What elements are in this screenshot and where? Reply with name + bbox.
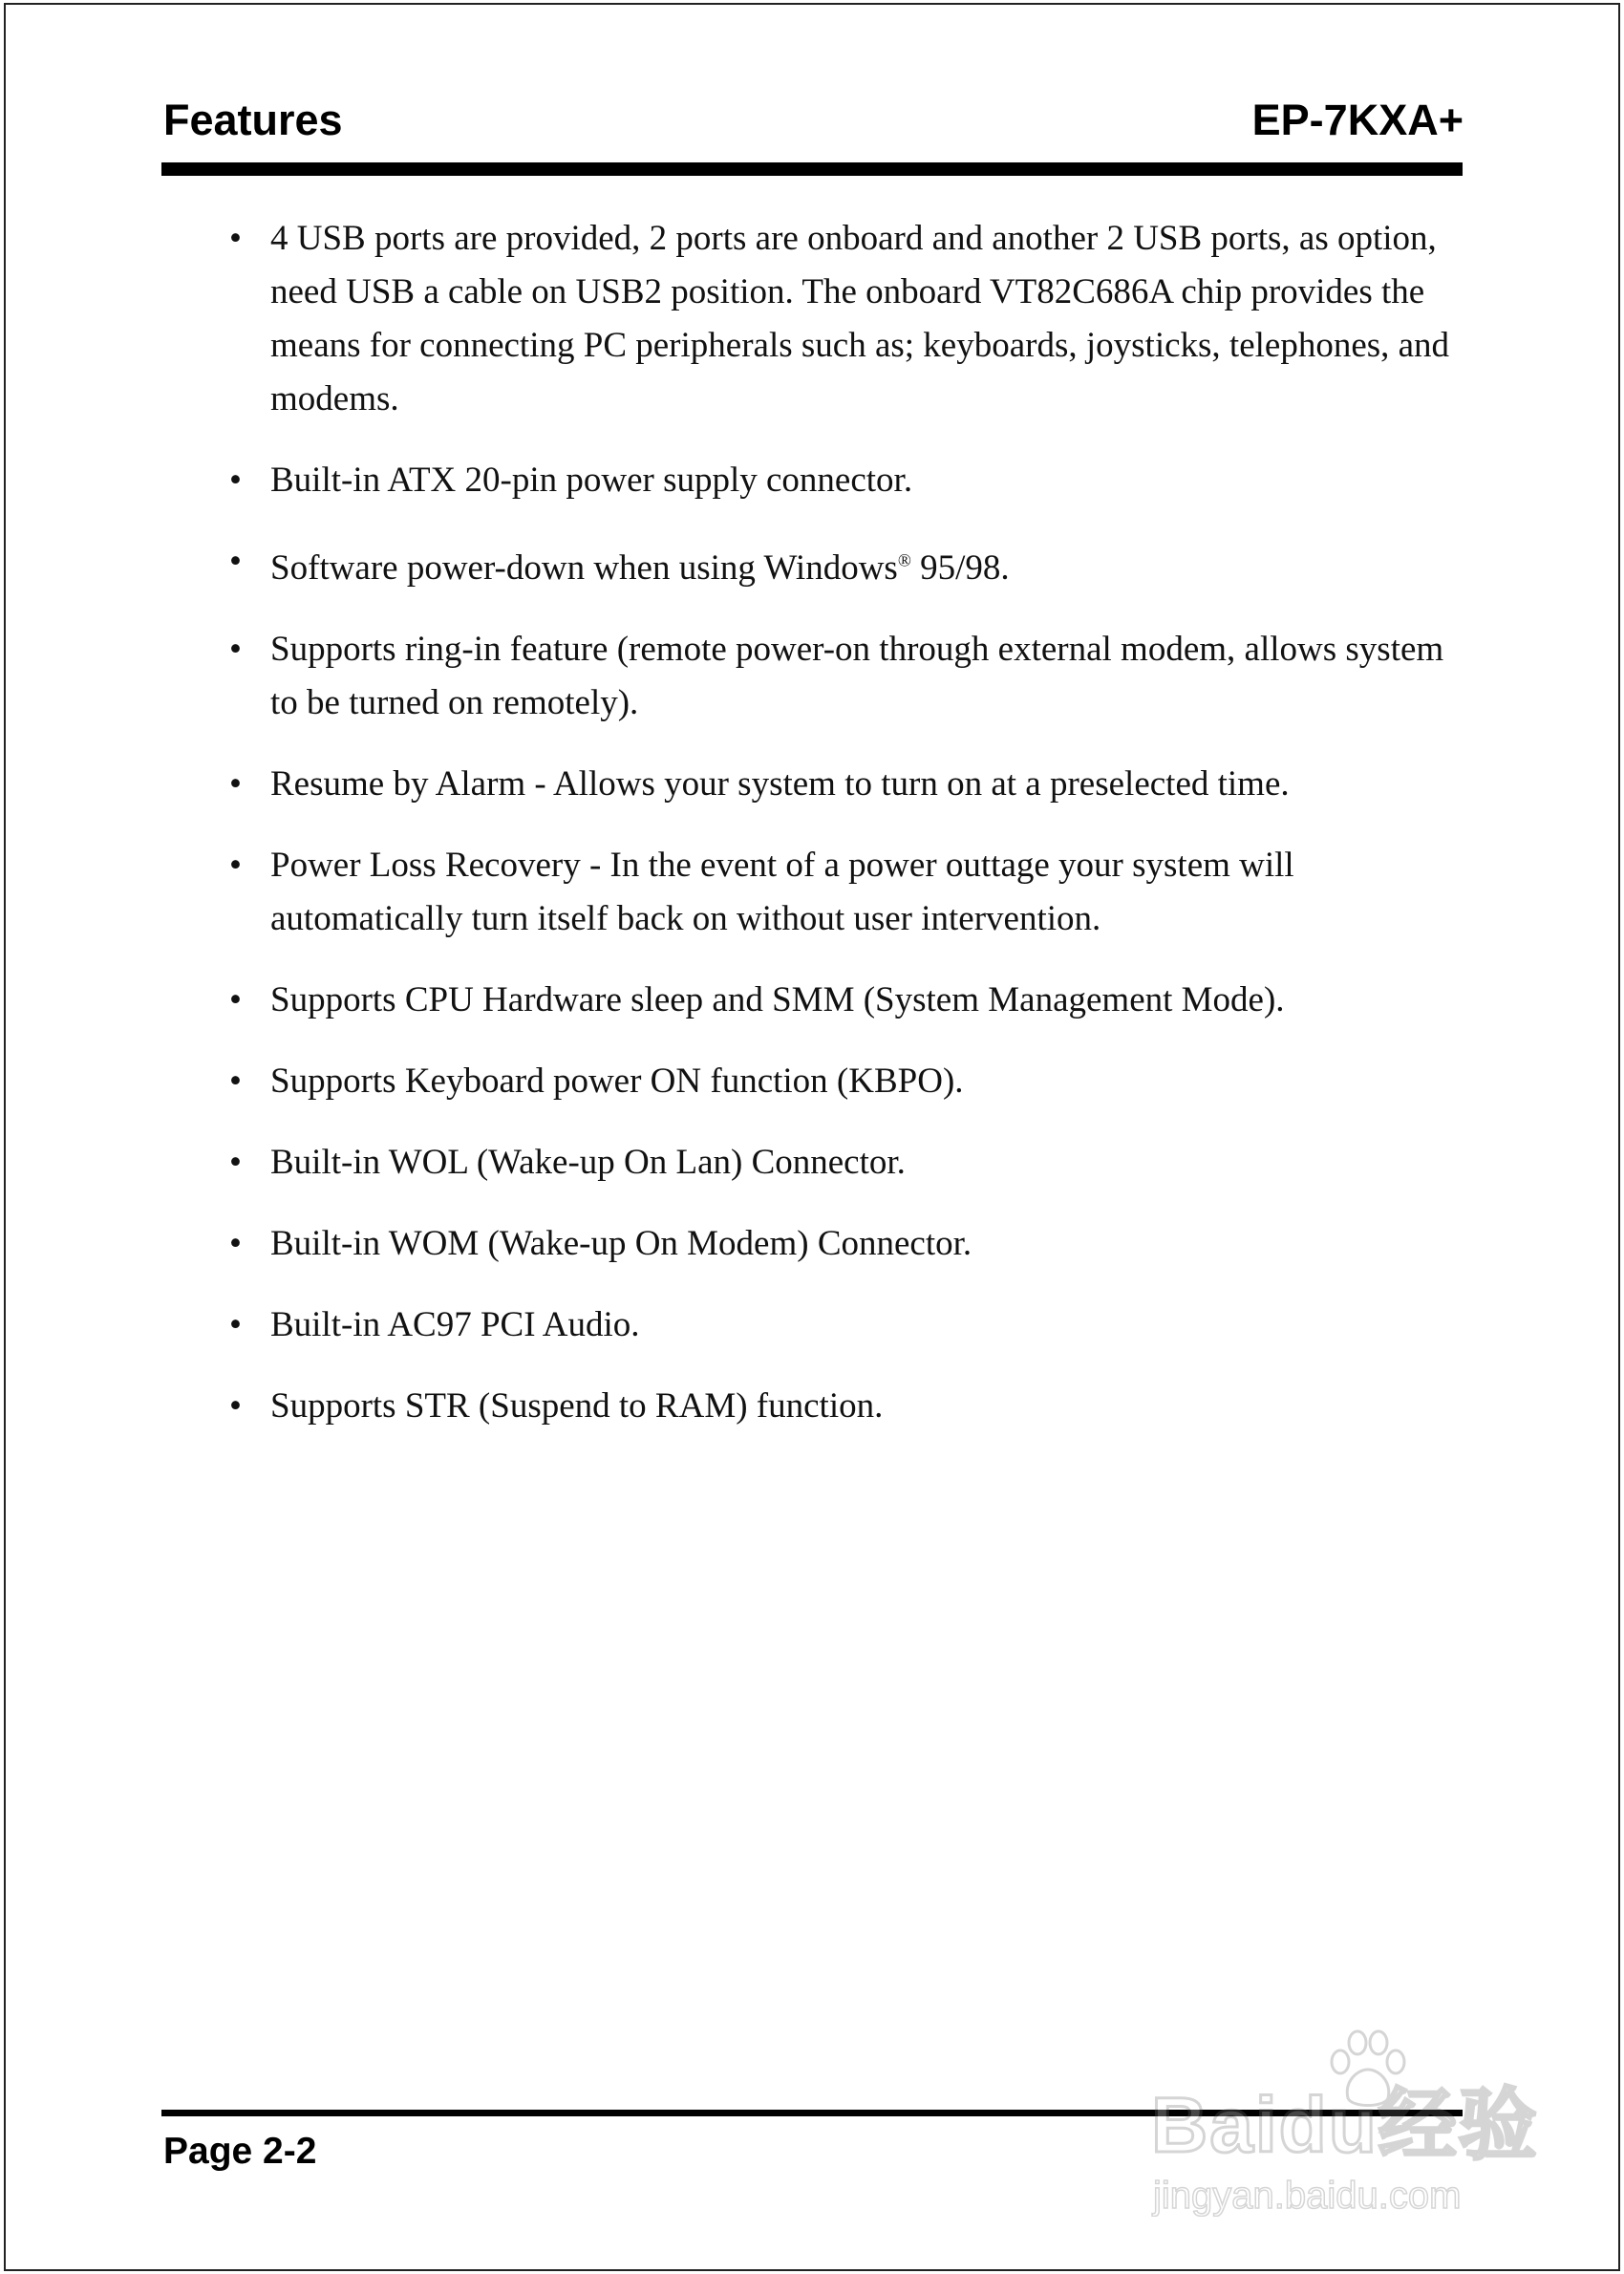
feature-text: Built-in WOL (Wake-up On Lan) Connector.	[270, 1143, 906, 1183]
bullet-icon: •	[229, 1062, 242, 1102]
bullet-icon: •	[229, 764, 242, 804]
section-title: Features	[163, 96, 343, 144]
feature-text: Supports STR (Suspend to RAM) function.	[270, 1386, 884, 1427]
feature-item	[229, 839, 1471, 946]
feature-text: Built-in AC97 PCI Audio.	[270, 1305, 640, 1345]
feature-text: Built-in WOM (Wake-up On Modem) Connector.	[270, 1224, 972, 1264]
feature-text: Supports ring-in feature (remote power-on through external modem, allows system to be turned on remotely).	[270, 630, 1444, 723]
bullet-icon: •	[229, 461, 242, 500]
bullet-icon: •	[229, 219, 242, 258]
feature-text: Built-in ATX 20-pin power supply connector.	[270, 461, 913, 500]
feature-item	[229, 758, 1471, 811]
watermark-url: jingyan.baidu.com	[1153, 2175, 1462, 2217]
feature-text: Power Loss Recovery - In the event of a power outtage your system will automatically turn itself back on without user intervention.	[270, 846, 1294, 939]
model-name: EP-7KXA+	[1251, 96, 1464, 144]
header-divider	[161, 162, 1463, 176]
bullet-icon: •	[229, 980, 242, 1020]
feature-text: Supports CPU Hardware sleep and SMM (System Management Mode).	[270, 980, 1285, 1020]
feature-item	[229, 454, 1471, 507]
feature-text: Resume by Alarm - Allows your system to turn on at a preselected time.	[270, 764, 1290, 804]
feature-text: 4 USB ports are provided, 2 ports are onboard and another 2 USB ports, as option, need USB a cable on USB2 position. The onboard VT82C686A chip provides the means for connecting PC peripherals such as; keyboards, joysticks, telephones, and modems.	[270, 219, 1450, 418]
bullet-icon: •	[229, 1143, 242, 1183]
bullet-icon: •	[229, 542, 242, 581]
feature-item	[229, 535, 1471, 595]
baidu-watermark	[1151, 2026, 1539, 2217]
bullet-icon: •	[229, 630, 242, 670]
watermark-brand: Baidu经验	[1151, 2082, 1539, 2169]
bullet-icon: •	[229, 1305, 242, 1345]
feature-list	[229, 212, 1471, 1461]
feature-text: Software power-down when using Windows® 95/98.	[270, 548, 1010, 589]
feature-item	[229, 212, 1471, 426]
page-number: Page 2-2	[163, 2131, 317, 2172]
bullet-icon: •	[229, 1386, 242, 1427]
feature-item	[229, 1217, 1471, 1271]
feature-item	[229, 1055, 1471, 1108]
feature-item	[229, 1136, 1471, 1190]
feature-item	[229, 1298, 1471, 1352]
feature-item	[229, 1380, 1471, 1433]
bullet-icon: •	[229, 846, 242, 886]
feature-item	[229, 974, 1471, 1027]
feature-item	[229, 623, 1471, 730]
feature-text: Supports Keyboard power ON function (KBPO).	[270, 1062, 964, 1102]
bullet-icon: •	[229, 1224, 242, 1264]
